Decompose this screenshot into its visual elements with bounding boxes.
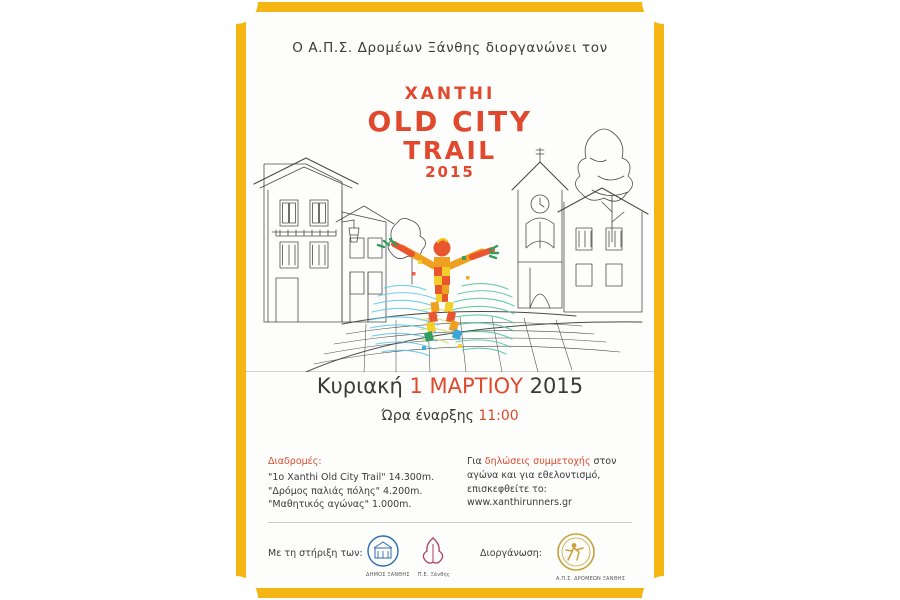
title-line-xanthi: XANTHI (404, 84, 496, 104)
municipality-logo-caption: ΔΗΜΟΣ ΞΑΝΘΗΣ (366, 572, 410, 578)
church-tower-sketch (512, 148, 568, 308)
registration-post: στον (590, 456, 617, 467)
old-town-illustration (246, 72, 654, 372)
right-building-sketch (558, 188, 648, 312)
routes-block (268, 455, 458, 512)
tree-sketch (575, 129, 632, 242)
runners-club-logo (556, 532, 625, 582)
time-label: Ώρα έναρξης (381, 408, 479, 424)
support-label: Με τη στήριξη των: (268, 548, 363, 559)
registration-block (467, 455, 632, 512)
info-columns (268, 455, 632, 512)
registration-line-2: αγώνα και για εθελοντισμό, (467, 469, 601, 481)
title-year: 2015 (425, 163, 475, 182)
route-item: "1ο Xanthi Old City Trail" 14.300m. (268, 471, 435, 483)
cobblestone-road-sketch (306, 312, 642, 373)
event-start-time (246, 408, 654, 424)
date-suffix: 2015 (523, 374, 584, 398)
poster-frame (236, 2, 664, 598)
support-logos (366, 534, 450, 578)
time-value: 11:00 (478, 408, 519, 424)
registration-line-1 (467, 455, 632, 469)
title-line-trail: TRAIL (403, 136, 497, 166)
event-date (246, 374, 654, 398)
runners-club-logo-caption: Α.Π.Σ. ΔΡΟΜΕΩΝ ΞΑΝΘΗΣ (556, 576, 626, 582)
footer-divider (268, 522, 632, 523)
route-item: "Δρόμος παλιάς πόλης" 4.200m. (268, 485, 423, 497)
organizer-label: Διοργάνωση: (480, 548, 542, 559)
routes-heading: Διαδρομές: (268, 456, 322, 467)
title-line-old-city: OLD CITY (367, 104, 533, 138)
poster-canvas (246, 12, 654, 588)
left-small-house-sketch (336, 206, 394, 322)
prefecture-logo (418, 534, 450, 578)
registration-accent: δηλώσεις συμμετοχής (484, 456, 591, 467)
registration-pre: Για (467, 456, 485, 467)
date-prefix: Κυριακή (316, 374, 410, 398)
registration-line-3: επισκεφθείτε το: (467, 483, 547, 495)
organizer-headline: Ο Α.Π.Σ. Δρομέων Ξάνθης διοργανώνει τον (292, 40, 608, 56)
municipality-logo (366, 534, 410, 578)
registration-url[interactable]: www.xanthirunners.gr (467, 497, 572, 509)
street-lantern-sketch (342, 220, 359, 242)
route-item: "Μαθητικός αγώνας" 1.000m. (268, 499, 412, 511)
date-highlight: 1 ΜΑΡΤΙΟΥ (409, 374, 523, 398)
prefecture-logo-caption: Π.Ε. Ξάνθης (417, 572, 451, 578)
sponsors-section (268, 532, 632, 584)
